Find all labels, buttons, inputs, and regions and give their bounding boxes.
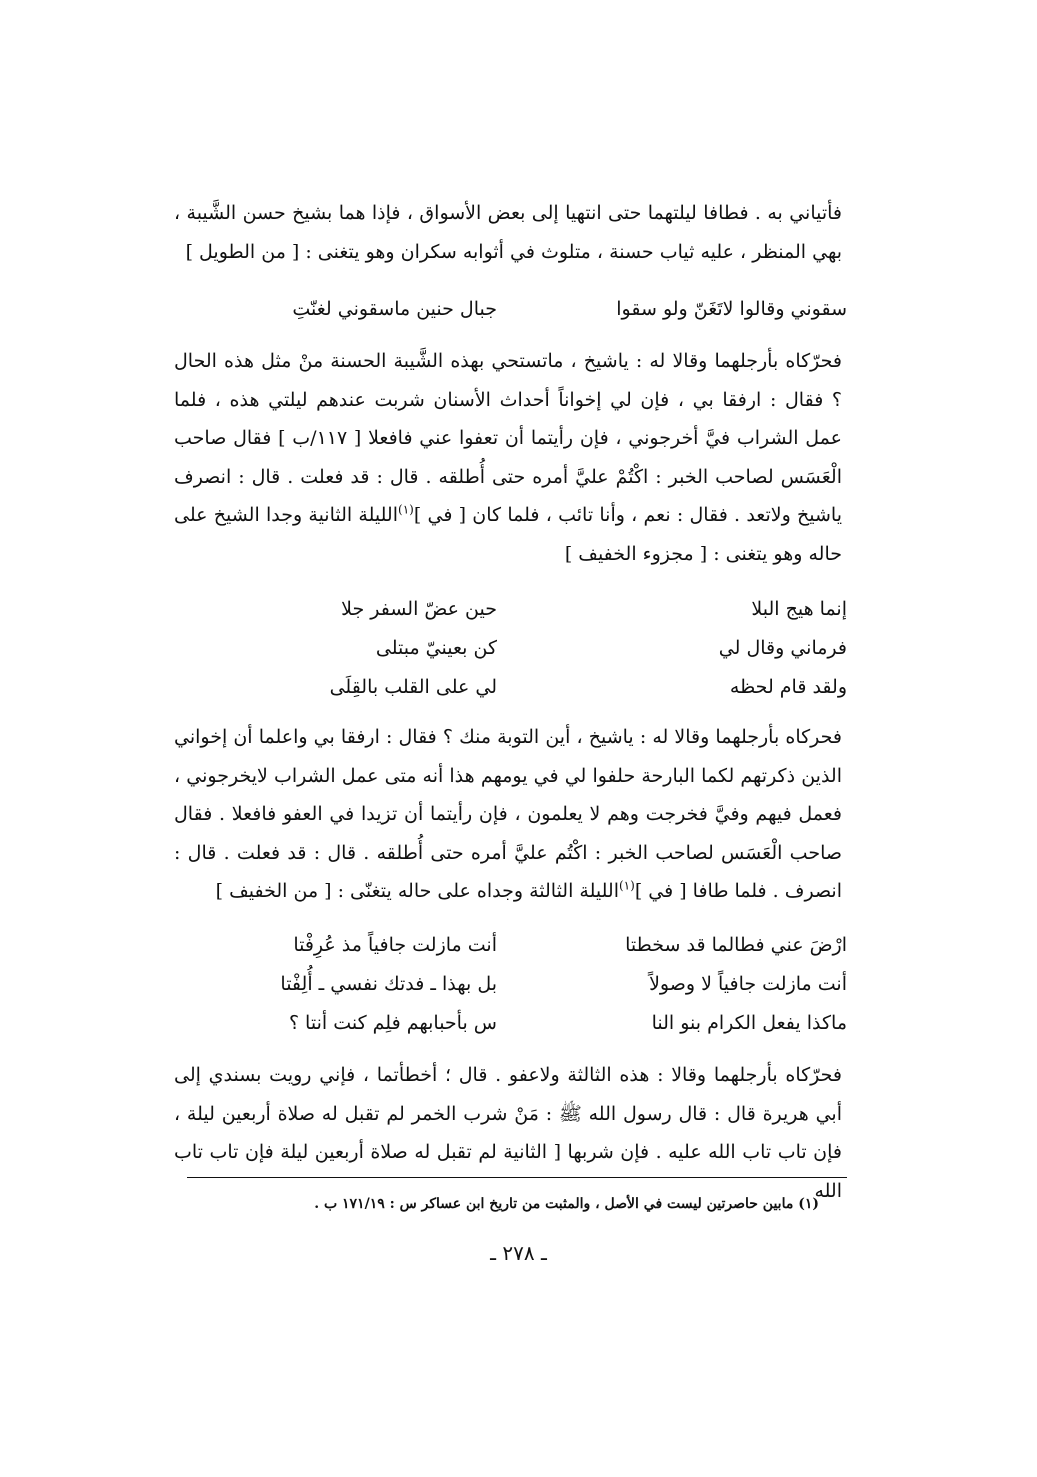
verse-first-hemistich: أنت مازلت جافياً لا وصولاً xyxy=(649,973,847,995)
paragraph-1-text: فأتياني به . فطافا ليلتهما حتى انتهيا إلى بعض الأسواق ، فإذا هما بشيخ حسن الشَّيبة ، بهي المنظر ، عليه ثياب حسنة ، متلوث في أثوابه سكران وهو يتغنى : [ من الطويل ] xyxy=(174,202,842,263)
verse-line xyxy=(207,629,847,668)
paragraph-2-tail: الليلة الثانية وجدا الشيخ على حاله وهو يتغنى : [ مجزوء الخفيف ] xyxy=(174,504,842,565)
verse-first-hemistich: إنما هيج البلا xyxy=(751,598,847,620)
footnote-marker: (١) xyxy=(398,502,414,517)
poem-1 xyxy=(207,290,847,329)
paragraph-2-text xyxy=(174,342,842,573)
verse-line xyxy=(207,590,847,629)
poem-2 xyxy=(207,590,847,707)
paragraph-3 xyxy=(174,718,842,911)
verse-second-hemistich: أنت مازلت جافياً مذ عُرِفْتا xyxy=(293,934,497,956)
verse-second-hemistich: س بأحبابهم فلِم كنت أنتا ؟ xyxy=(288,1012,497,1034)
paragraph-4 xyxy=(174,1056,842,1210)
verse-second-hemistich: لي على القلب بالقِلَى xyxy=(329,676,497,698)
verse-second-hemistich: كن بعينيّ مبتلى xyxy=(375,637,497,659)
verse-line xyxy=(207,1004,847,1043)
verse-second-hemistich: جبال حنين ماسقوني لغنّتِ xyxy=(292,298,497,320)
verse-first-hemistich: سقوني وقالوا لاتَغَنّ ولو سقوا xyxy=(616,298,847,320)
footnote: (١) مابين حاصرتين ليست في الأصل ، والمثبت من تاريخ ابن عساكر س : ١٧١/١٩ ب . xyxy=(314,1196,819,1212)
paragraph-2 xyxy=(174,342,842,573)
verse-first-hemistich: ارْضَ عني فطالما قد سخطتا xyxy=(625,934,847,956)
verse-first-hemistich: ماكذا يفعل الكرام بنو النا xyxy=(651,1012,847,1034)
poem-3 xyxy=(207,926,847,1043)
verse-first-hemistich: ولقد قام لحظه xyxy=(729,676,847,698)
verse-line xyxy=(207,290,847,329)
footnote-divider xyxy=(187,1177,847,1178)
verse-second-hemistich: بل بهذا ـ فدتك نفسي ـ أُلِفْتا xyxy=(280,973,497,995)
verse-second-hemistich: حين عضّ السفر جلا xyxy=(341,598,497,620)
footnote-marker: (١) xyxy=(618,878,635,893)
page-number: ـ ٢٧٨ ـ xyxy=(490,1241,547,1265)
verse-line xyxy=(207,965,847,1004)
verse-line xyxy=(207,668,847,707)
paragraph-1 xyxy=(174,194,842,271)
paragraph-3-tail: الليلة الثالثة وجداه على حاله يتغنّى : [ من الخفيف ] xyxy=(215,880,619,902)
paragraph-3-text xyxy=(174,718,842,911)
verse-line xyxy=(207,926,847,965)
paragraph-2-body: فحرّكاه بأرجلهما وقالا له : ياشيخ ، ماتستحي بهذه الشَّيبة الحسنة منْ مثل هذه الحال ؟ فقال : ارفقا بي ، فإن لي إخواناً أحداث الأسنان شربت عندهم ليلتي هذه ، فلما عمل الشراب فيَّ أخرجوني ، فإن رأيتما أن تعفوا عني فافعلا [ ١١٧/ب ] فقال صاحب الْعَسَس لصاحب الخبر : اكْتُمْ عليَّ أمره حتى أُطلقه . قال : قد فعلت . قال : انصرف ياشيخ ولاتعد . فقال : نعم ، وأنا تائب ، فلما كان [ في ] xyxy=(174,350,842,526)
paragraph-4-text: فحرّكاه بأرجلهما وقالا : هذه الثالثة ولاعفو . قال ؛ أخطأتما ، فإني رويت بسندي إلى أبي هريرة قال : قال رسول الله ﷺ : مَنْ شرب الخمر لم تقبل له صلاة أربعين ليلة ، فإن تاب تاب الله عليه . فإن شربها [ الثانية لم تقبل له صلاة أربعين ليلة فإن تاب تاب الله xyxy=(174,1064,842,1202)
paragraph-3-body: فحركاه بأرجلهما وقالا له : ياشيخ ، أين التوبة منك ؟ فقال : ارفقا بي واعلما أن إخواني الذين ذكرتهم لكما البارحة حلفوا لي في يومهم هذا أنه متى عمل الشراب لايخرجوني ، فعمل فيهم وفيَّ فخرجت وهم لا يعلمون ، فإن رأيتما أن تزيدا في العفو فافعلا . فقال صاحب الْعَسَس لصاحب الخبر : اكْتُم عليَّ أمره حتى أُطلقه . قال : قد فعلت . قال : انصرف . فلما طافا [ في ] xyxy=(174,726,842,902)
verse-first-hemistich: فرماني وقال لي xyxy=(718,637,847,659)
